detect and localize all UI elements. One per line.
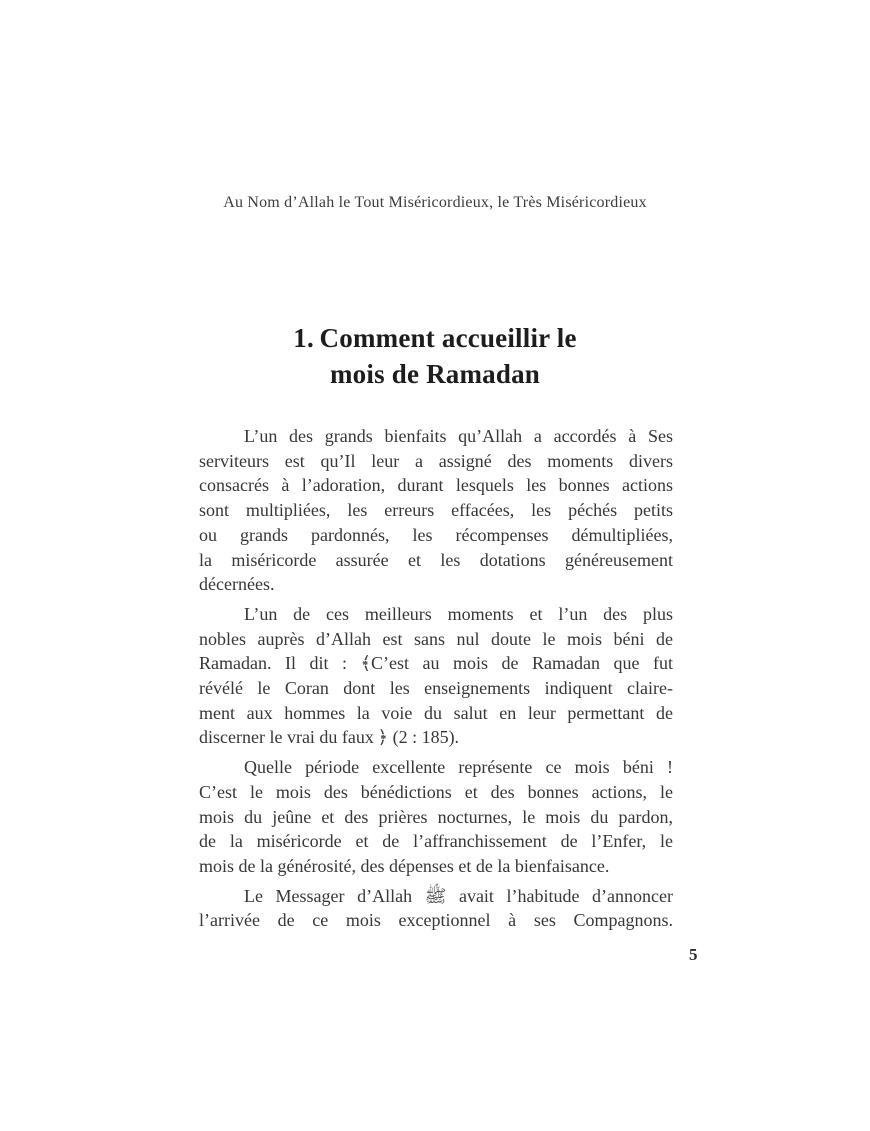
page-body xyxy=(199,424,673,933)
bismillah-header: Au Nom d’Allah le Tout Miséricordieux, le Très Miséricordieux xyxy=(223,194,647,211)
body-line: L’un des grands bienfaits qu’Allah a accordés à Ses xyxy=(244,426,673,446)
body-line: sont multipliées, les erreurs effacées, les péchés petits xyxy=(199,500,673,521)
body-line: mois de la générosité, des dépenses et de la bienfaisance. xyxy=(199,855,610,876)
body-line: consacrés à l’adoration, durant lesquels les bonnes actions xyxy=(199,475,673,496)
paragraph-3 xyxy=(199,755,673,879)
chapter-title-line-1: 1. Comment accueillir le xyxy=(293,323,577,353)
body-line: Quelle période excellente représente ce mois béni ! xyxy=(244,757,673,778)
body-line: mois du jeûne et des prières nocturnes, le mois du pardon, xyxy=(199,806,673,827)
body-line: Le Messager d’Allah ﷺ avait l’habitude d’annoncer xyxy=(244,885,673,906)
chapter-title-line-2: mois de Ramadan xyxy=(329,359,541,389)
body-line: de la miséricorde et de l’affranchissement de l’Enfer, le xyxy=(199,831,673,852)
chapter-title xyxy=(0,320,870,392)
body-line: C’est le mois des bénédictions et des bonnes actions, le xyxy=(199,781,673,802)
body-line: L’un de ces meilleurs moments et l’un des plus xyxy=(244,603,673,624)
body-line: l’arrivée de ce mois exceptionnel à ses Compagnons. xyxy=(199,910,673,931)
body-line: ou grands pardonnés, les récompenses démultipliées, xyxy=(199,524,673,545)
page-number: 5 xyxy=(689,945,698,964)
body-line: serviteurs est qu’Il leur a assigné des moments divers xyxy=(199,450,673,471)
paragraph-4 xyxy=(199,884,673,933)
paragraph-2 xyxy=(199,602,673,750)
body-line: ment aux hommes la voie du salut en leur permettant de xyxy=(199,702,673,723)
body-line: nobles auprès d’Allah est sans nul doute le mois béni de xyxy=(199,628,673,649)
body-line: discerner le vrai du faux ﴿ (2 : 185). xyxy=(199,727,460,748)
paragraph-1 xyxy=(199,424,673,597)
body-line: Ramadan. Il dit : ﴾C’est au mois de Ramadan que fut xyxy=(199,653,673,674)
body-line: révélé le Coran dont les enseignements indiquent claire- xyxy=(199,678,673,699)
body-line: décernées. xyxy=(199,574,275,595)
body-line: la miséricorde assurée et les dotations généreusement xyxy=(199,549,673,570)
